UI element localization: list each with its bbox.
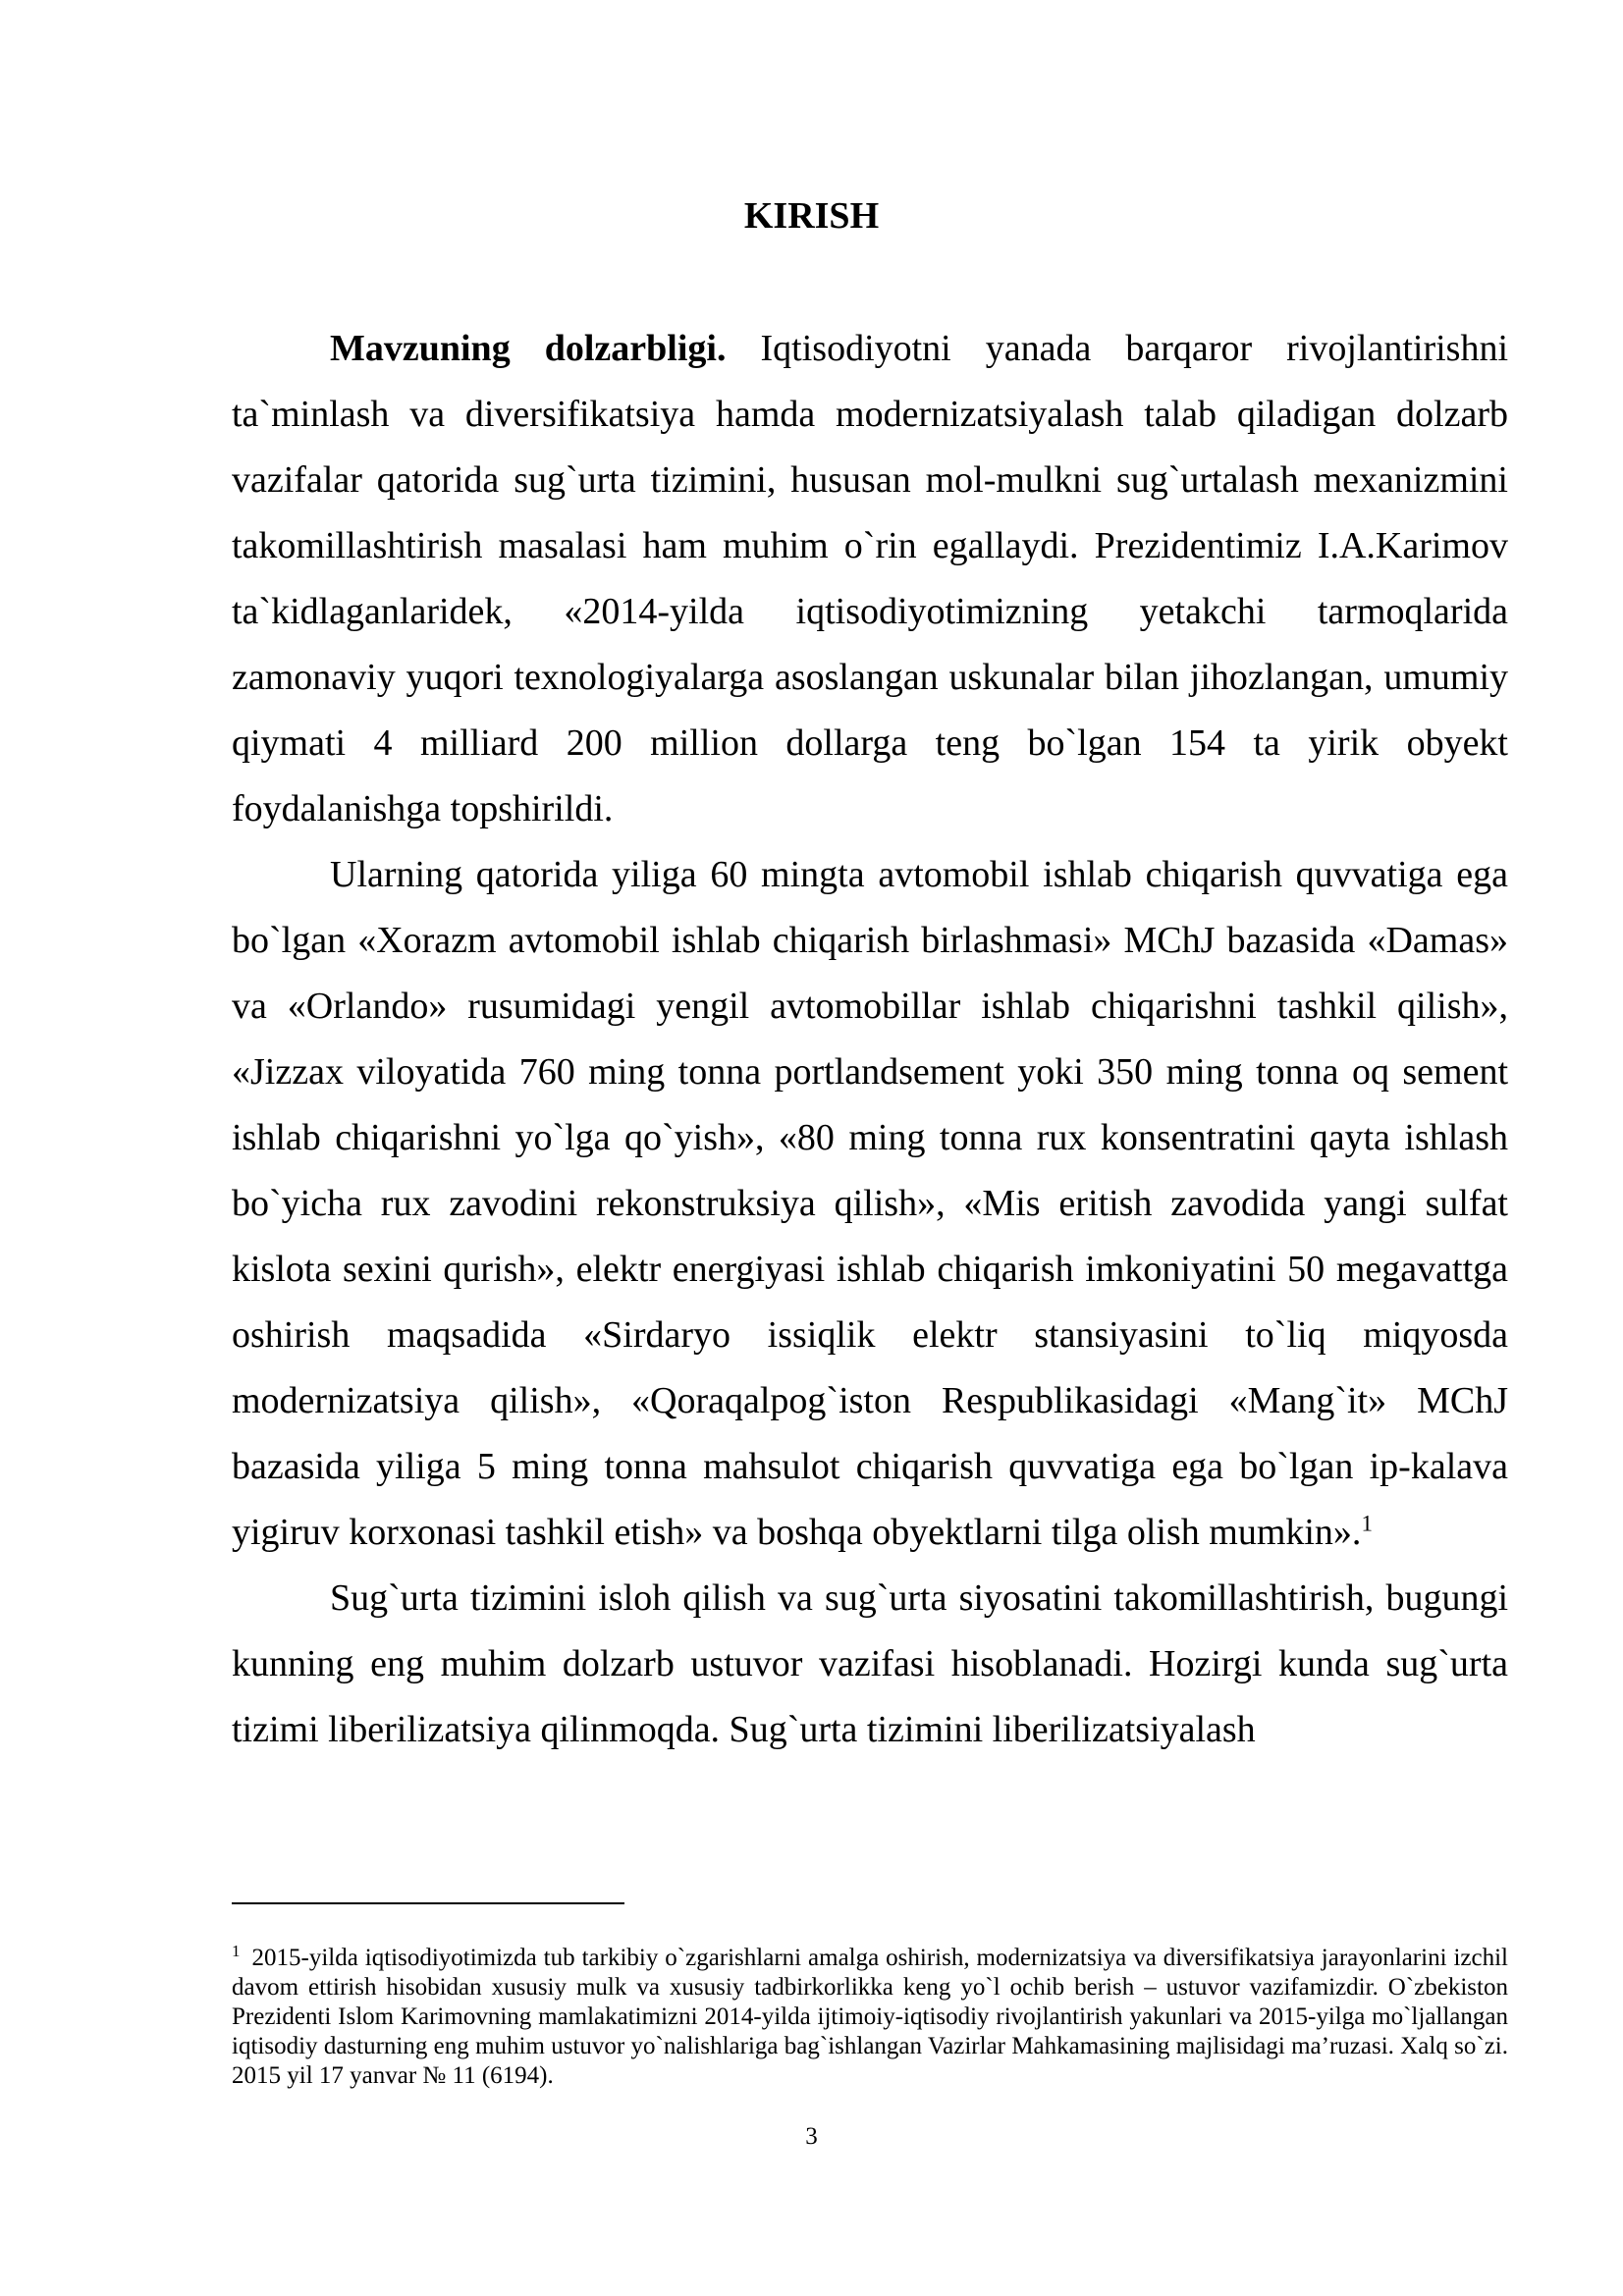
- footnote-text: 2015-yilda iqtisodiyotimizda tub tarkibiy o`zgarishlarni amalga oshirish, modernizatsiya va diversifikatsiya jarayonlarini izchil davom ettirish hisobidan xususiy mulk va xususiy tadbirkorlikka keng yo`l ochib berish – ustuvor vazifamizdir. O`zbekiston Prezidenti Islom Karimovning mamlakatimizni 2014-yilda ijtimoiy-iqtisodiy rivojlantirish yakunlari va 2015-yilga mo`ljallangan iqtisodiy dasturning eng muhim ustuvor yo`nalishlariga bag`ishlangan Vazirlar Mahkamasining majlisidagi ma’ruzasi. Xalq so`zi. 2015 yil 17 yanvar № 11 (6194).: [232, 1945, 1508, 2089]
- paragraph-text: Iqtisodiyotni yanada barqaror rivojlantirishni ta`minlash va diversifikatsiya hamda modernizatsiyalash talab qiladigan dolzarb vazifalar qatorida sug`urta tizimini, hususan mol-mulkni sug`urtalash mexanizmini takomillashtirish masalasi ham muhim o`rin egallaydi. Prezidentimiz I.A.Karimov ta`kidlaganlaridek, «2014-yilda iqtisodiyotimizning yetakchi tarmoqlarida zamonaviy yuqori texnologiyalarga asoslangan uskunalar bilan jihozlangan, umumiy qiymati 4 milliard 200 million dollarga teng bo`lgan 154 ta yirik obyekt foydalanishga topshirildi.: [232, 328, 1509, 829]
- paragraph-1: [232, 316, 1508, 842]
- footnote-reference[interactable]: 1: [1361, 1511, 1373, 1536]
- body-text: [232, 316, 1508, 1763]
- page-number: 3: [805, 2123, 818, 2150]
- paragraph-text: Ularning qatorida yiliga 60 mingta avtomobil ishlab chiqarish quvvatiga ega bo`lgan «Xorazm avtomobil ishlab chiqarish birlashmasi» MChJ bazasida «Damas» va «Orlando» rusumidagi yengil avtomobillar ishlab chiqarishni tashkil qilish», «Jizzax viloyatida 760 ming tonna portlandsement yoki 350 ming tonna oq sement ishlab chiqarishni yo`lga qo`yish», «80 ming tonna rux konsentratini qayta ishlash bo`yicha rux zavodini rekonstruksiya qilish», «Mis eritish zavodida yangi sulfat kislota sexini qurish», elektr energiyasi ishlab chiqarish imkoniyatini 50 megavattga oshirish maqsadida «Sirdaryo issiqlik elektr stansiyasini to`liq miqyosda modernizatsiya qilish», «Qoraqalpog`iston Respublikasidagi «Mang`it» MChJ bazasida yiliga 5 ming tonna mahsulot chiqarish quvvatiga ega bo`lgan ip-kalava yigiruv korxonasi tashkil etish» va boshqa obyektlarni tilga olish mumkin».: [232, 854, 1508, 1553]
- footnote-number: 1: [232, 1941, 241, 1960]
- footnote-separator: [232, 1902, 624, 1904]
- paragraph-text: Sug`urta tizimini isloh qilish va sug`urta siyosatini takomillashtirish, bugungi kunning eng muhim dolzarb ustuvor vazifasi hisoblanadi. Hozirgi kunda sug`urta tizimi liberilizatsiya qilinmoqda. Sug`urta tizimini liberilizatsiyalash: [232, 1577, 1508, 1750]
- paragraph-3: [232, 1566, 1508, 1763]
- paragraph-2: [232, 842, 1508, 1566]
- page-heading: KIRISH: [743, 195, 880, 237]
- footnote: [232, 1941, 1508, 2091]
- paragraph-lead: Mavzuning dolzarbligi.: [330, 328, 727, 369]
